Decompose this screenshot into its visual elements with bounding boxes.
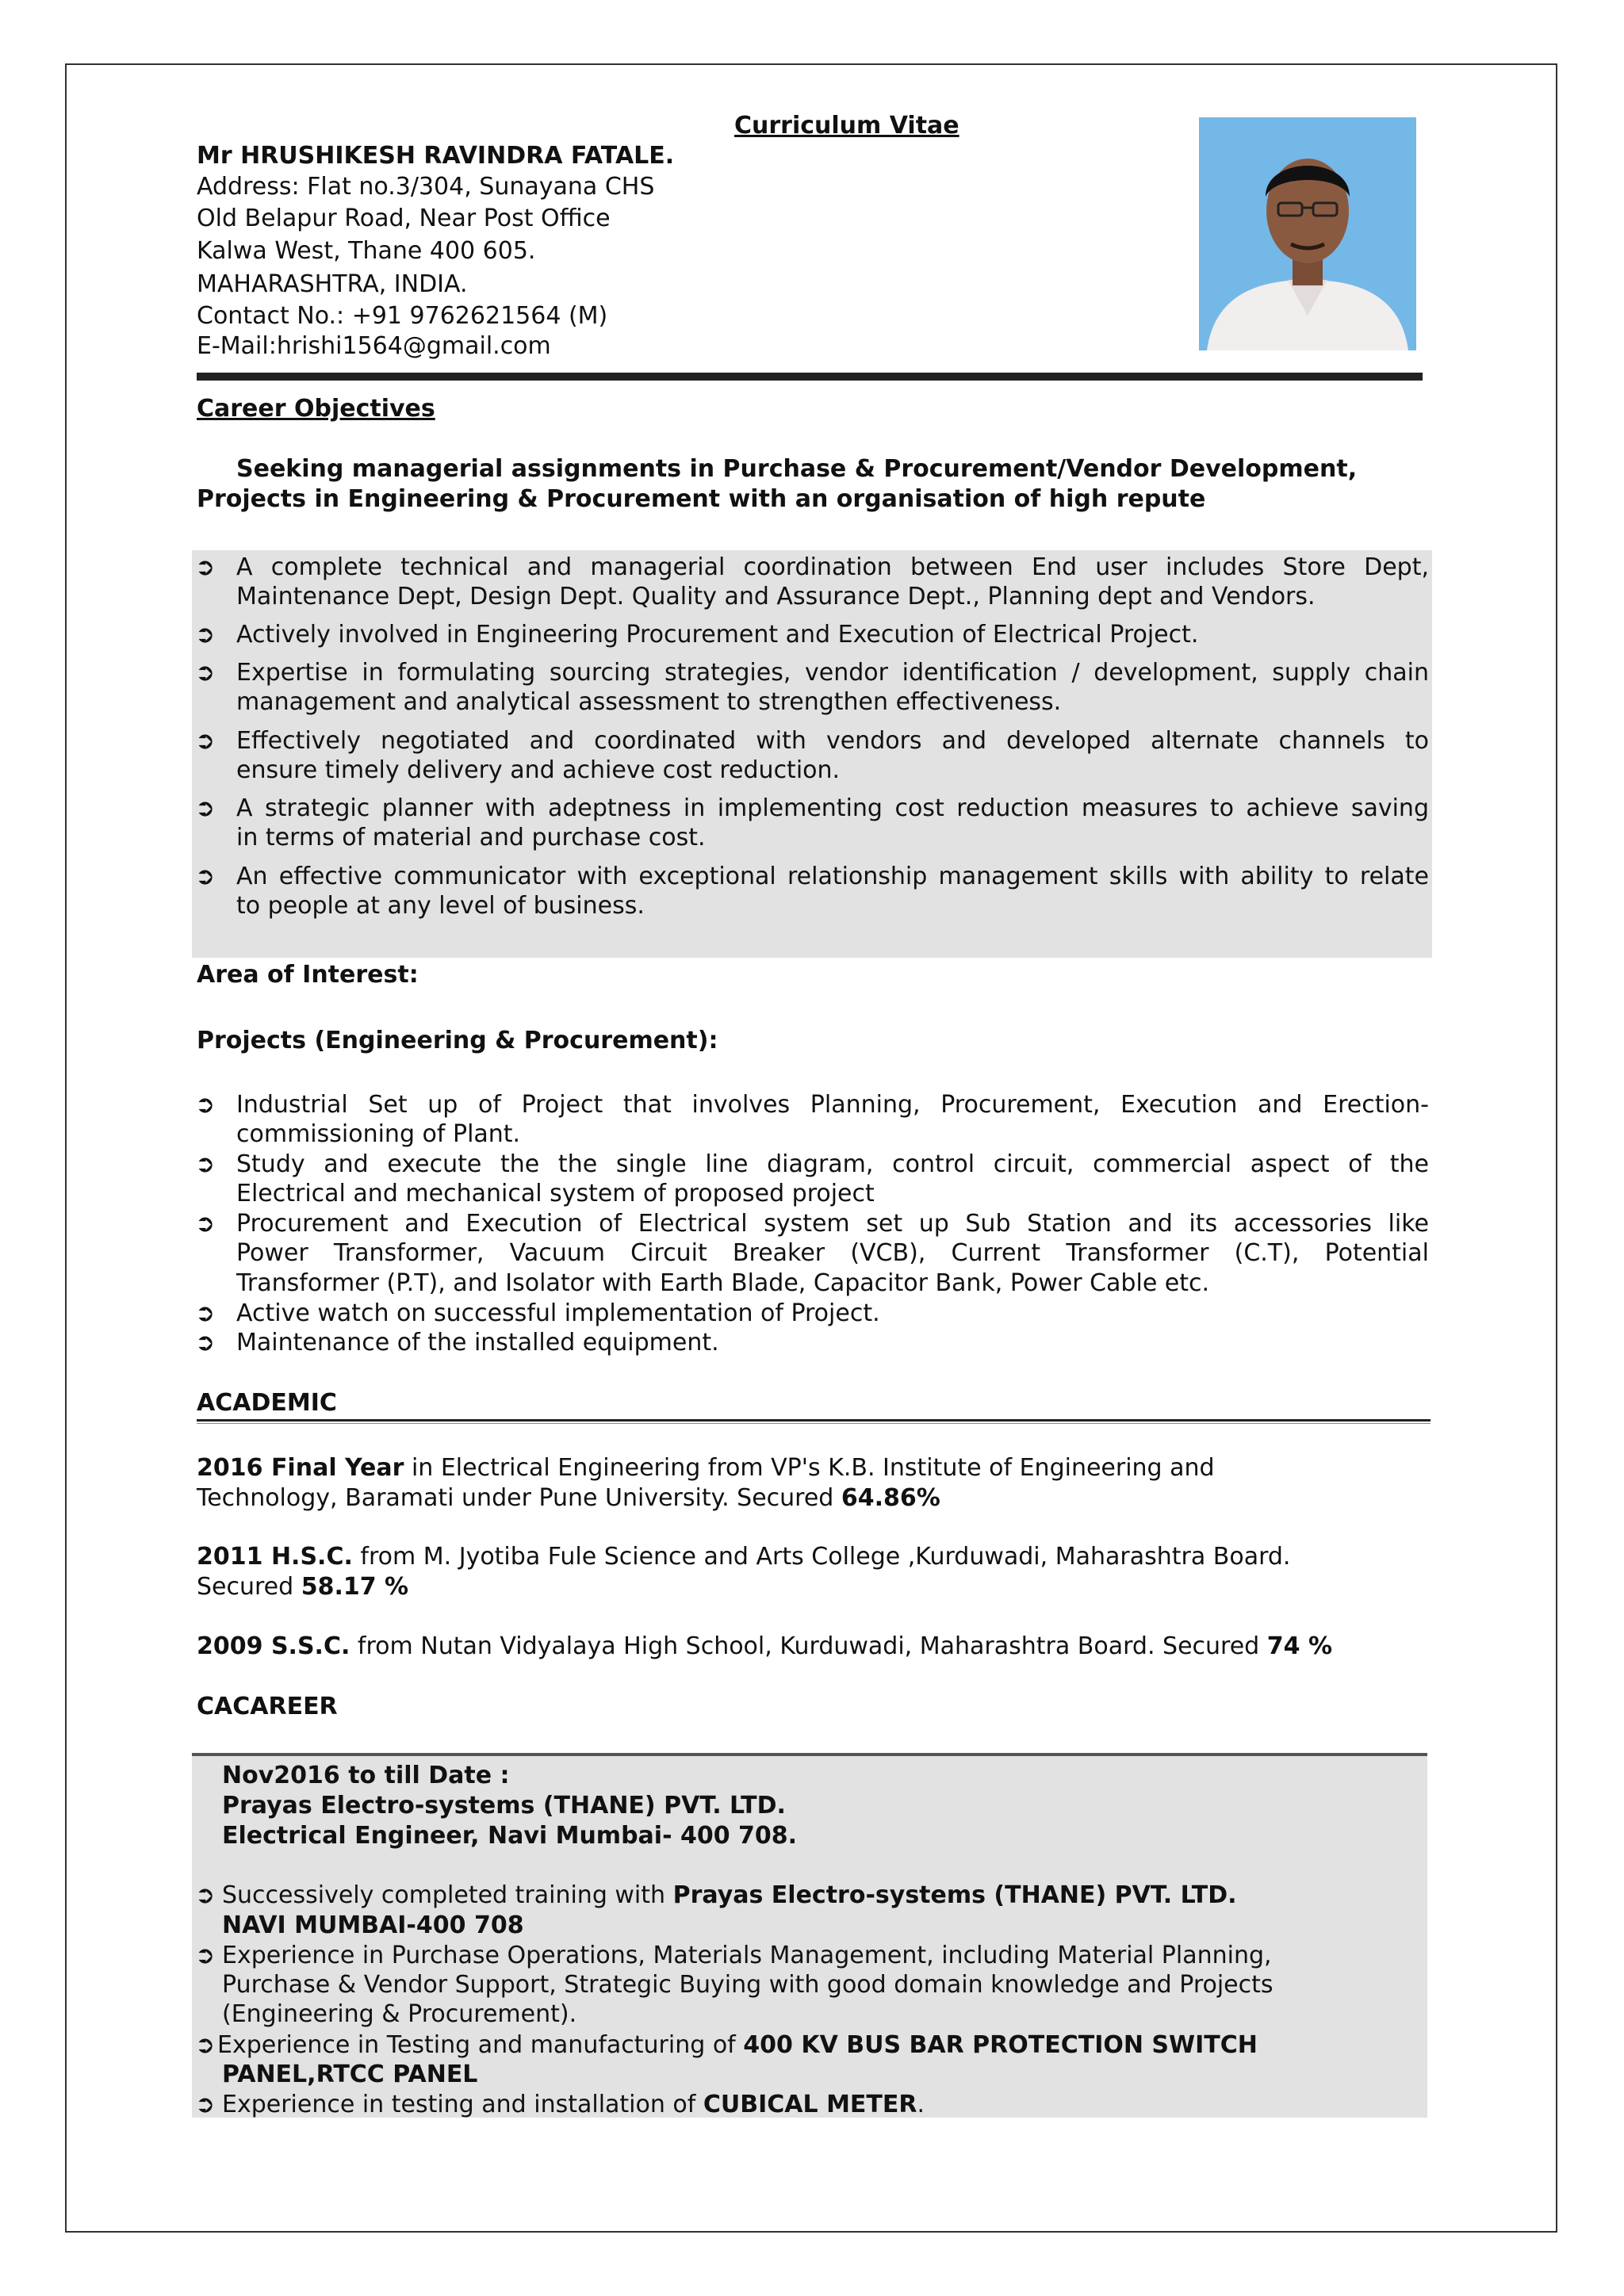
job-title: Electrical Engineer, Navi Mumbai- 400 708. (222, 1822, 798, 1850)
interest-bullet-text: Power Transformer, Vacuum Circuit Breaker (VCB), Current Transformer (C.T), Potential (236, 1239, 1429, 1267)
area-of-interest-heading: Area of Interest: (197, 961, 419, 989)
interest-bullet-text: Study and execute the the single line diagram, control circuit, commercial aspect of the (236, 1150, 1429, 1178)
profile-photo (1199, 117, 1416, 350)
career-bullet-text: Purchase & Vendor Support, Strategic Buying with good domain knowledge and Projects (222, 1971, 1274, 1999)
academic-entry: Technology, Baramati under Pune University. Secured 64.86% (197, 1484, 940, 1512)
arrow-circle-icon: ➲ (195, 1942, 216, 1969)
arrow-circle-icon: ➲ (195, 621, 216, 649)
interest-bullet-text: Maintenance of the installed equipment. (236, 1329, 719, 1357)
arrow-circle-icon: ➲ (195, 659, 216, 687)
interest-bullet-text: Industrial Set up of Project that involves Planning, Procurement, Execution and Erection- (236, 1091, 1429, 1119)
arrow-circle-icon: ➲ (195, 553, 216, 581)
objective-bullet-text: in terms of material and purchase cost. (236, 824, 706, 851)
academic-divider (197, 1419, 1431, 1422)
arrow-circle-icon: ➲ (195, 1150, 216, 1178)
arrow-circle-icon: ➲ (195, 863, 216, 890)
academic-entry: Secured 58.17 % (197, 1573, 409, 1601)
interest-bullet-text: Transformer (P.T), and Isolator with Earth Blade, Capacitor Bank, Power Cable etc. (236, 1269, 1210, 1297)
objective-bullet-text: Effectively negotiated and coordinated with vendors and developed alternate channels to (236, 727, 1429, 755)
career-bullet-text: Experience in Testing and manufacturing of 400 KV BUS BAR PROTECTION SWITCH (217, 2031, 1258, 2059)
career-bullet-text: PANEL,RTCC PANEL (222, 2061, 478, 2088)
arrow-circle-icon: ➲ (195, 794, 216, 822)
career-bullet-text: NAVI MUMBAI-400 708 (222, 1911, 524, 1939)
projects-subheading: Projects (Engineering & Procurement): (197, 1027, 718, 1054)
address-line: Address: Flat no.3/304, Sunayana CHS (197, 173, 655, 201)
arrow-circle-icon: ➲ (195, 1329, 216, 1357)
arrow-circle-icon: ➲ (195, 1299, 216, 1327)
document-title: Curriculum Vitae (734, 112, 959, 140)
objective-bullet-text: Actively involved in Engineering Procurement and Execution of Electrical Project. (236, 621, 1199, 649)
objective-bullet-text: A strategic planner with adeptness in implementing cost reduction measures to achieve saving (236, 794, 1429, 822)
header-divider (197, 373, 1423, 381)
address-line: Kalwa West, Thane 400 605. (197, 237, 536, 265)
objective-bullet-text: management and analytical assessment to strengthen effectiveness. (236, 688, 1062, 716)
career-bullet-text: Experience in Purchase Operations, Materials Management, including Material Planning, (222, 1942, 1272, 1969)
career-bullet-text: Experience in testing and installation of CUBICAL METER. (222, 2091, 925, 2118)
arrow-circle-icon: ➲ (195, 2091, 216, 2118)
career-heading: CACAREER (197, 1693, 338, 1720)
academic-heading: ACADEMIC (197, 1389, 337, 1417)
objective-bullet-text: A complete technical and managerial coordination between End user includes Store Dept, (236, 553, 1429, 581)
career-objectives-heading: Career Objectives (197, 395, 435, 423)
career-bullet-text: (Engineering & Procurement). (222, 2000, 577, 2028)
objective-bullet-text: An effective communicator with exceptional relationship management skills with ability to relate (236, 863, 1429, 890)
career-divider (192, 1753, 1427, 1756)
arrow-circle-icon: ➲ (195, 2031, 216, 2059)
academic-entry: 2016 Final Year in Electrical Engineering from VP's K.B. Institute of Engineering and (197, 1454, 1215, 1482)
objective-bullet-text: Expertise in formulating sourcing strategies, vendor identification / development, supply chain (236, 659, 1429, 687)
interest-bullet-text: Procurement and Execution of Electrical system set up Sub Station and its accessories like (236, 1210, 1429, 1238)
address-line: Old Belapur Road, Near Post Office (197, 205, 611, 232)
objective-bullet-text: Maintenance Dept, Design Dept. Quality and Assurance Dept., Planning dept and Vendors. (236, 583, 1316, 610)
email-address: E-Mail:hrishi1564@gmail.com (197, 332, 551, 360)
academic-entry: 2009 S.S.C. from Nutan Vidyalaya High School, Kurduwadi, Maharashtra Board. Secured 74 % (197, 1632, 1333, 1660)
employment-period: Nov2016 to till Date : (222, 1762, 510, 1789)
academic-divider (197, 1423, 1431, 1424)
interest-bullet-text: commissioning of Plant. (236, 1120, 521, 1148)
address-line: MAHARASHTRA, INDIA. (197, 270, 468, 298)
arrow-circle-icon: ➲ (195, 727, 216, 755)
academic-entry: 2011 H.S.C. from M. Jyotiba Fule Science and Arts College ,Kurduwadi, Maharashtra Board. (197, 1543, 1291, 1571)
contact-number: Contact No.: +91 9762621564 (M) (197, 302, 608, 330)
arrow-circle-icon: ➲ (195, 1881, 216, 1909)
objective-bullet-text: ensure timely delivery and achieve cost reduction. (236, 756, 841, 784)
objective-bullet-text: to people at any level of business. (236, 892, 645, 920)
interest-bullet-text: Electrical and mechanical system of proposed project (236, 1180, 875, 1207)
arrow-circle-icon: ➲ (195, 1091, 216, 1119)
candidate-name: Mr HRUSHIKESH RAVINDRA FATALE. (197, 142, 675, 170)
arrow-circle-icon: ➲ (195, 1210, 216, 1238)
employer-name: Prayas Electro-systems (THANE) PVT. LTD. (222, 1792, 786, 1820)
interest-bullet-text: Active watch on successful implementation of Project. (236, 1299, 880, 1327)
objective-statement: Seeking managerial assignments in Purchase & Procurement/Vendor Development, (236, 455, 1358, 483)
objective-statement: Projects in Engineering & Procurement with an organisation of high repute (197, 485, 1206, 513)
career-bullet-text: Successively completed training with Prayas Electro-systems (THANE) PVT. LTD. (222, 1881, 1237, 1909)
